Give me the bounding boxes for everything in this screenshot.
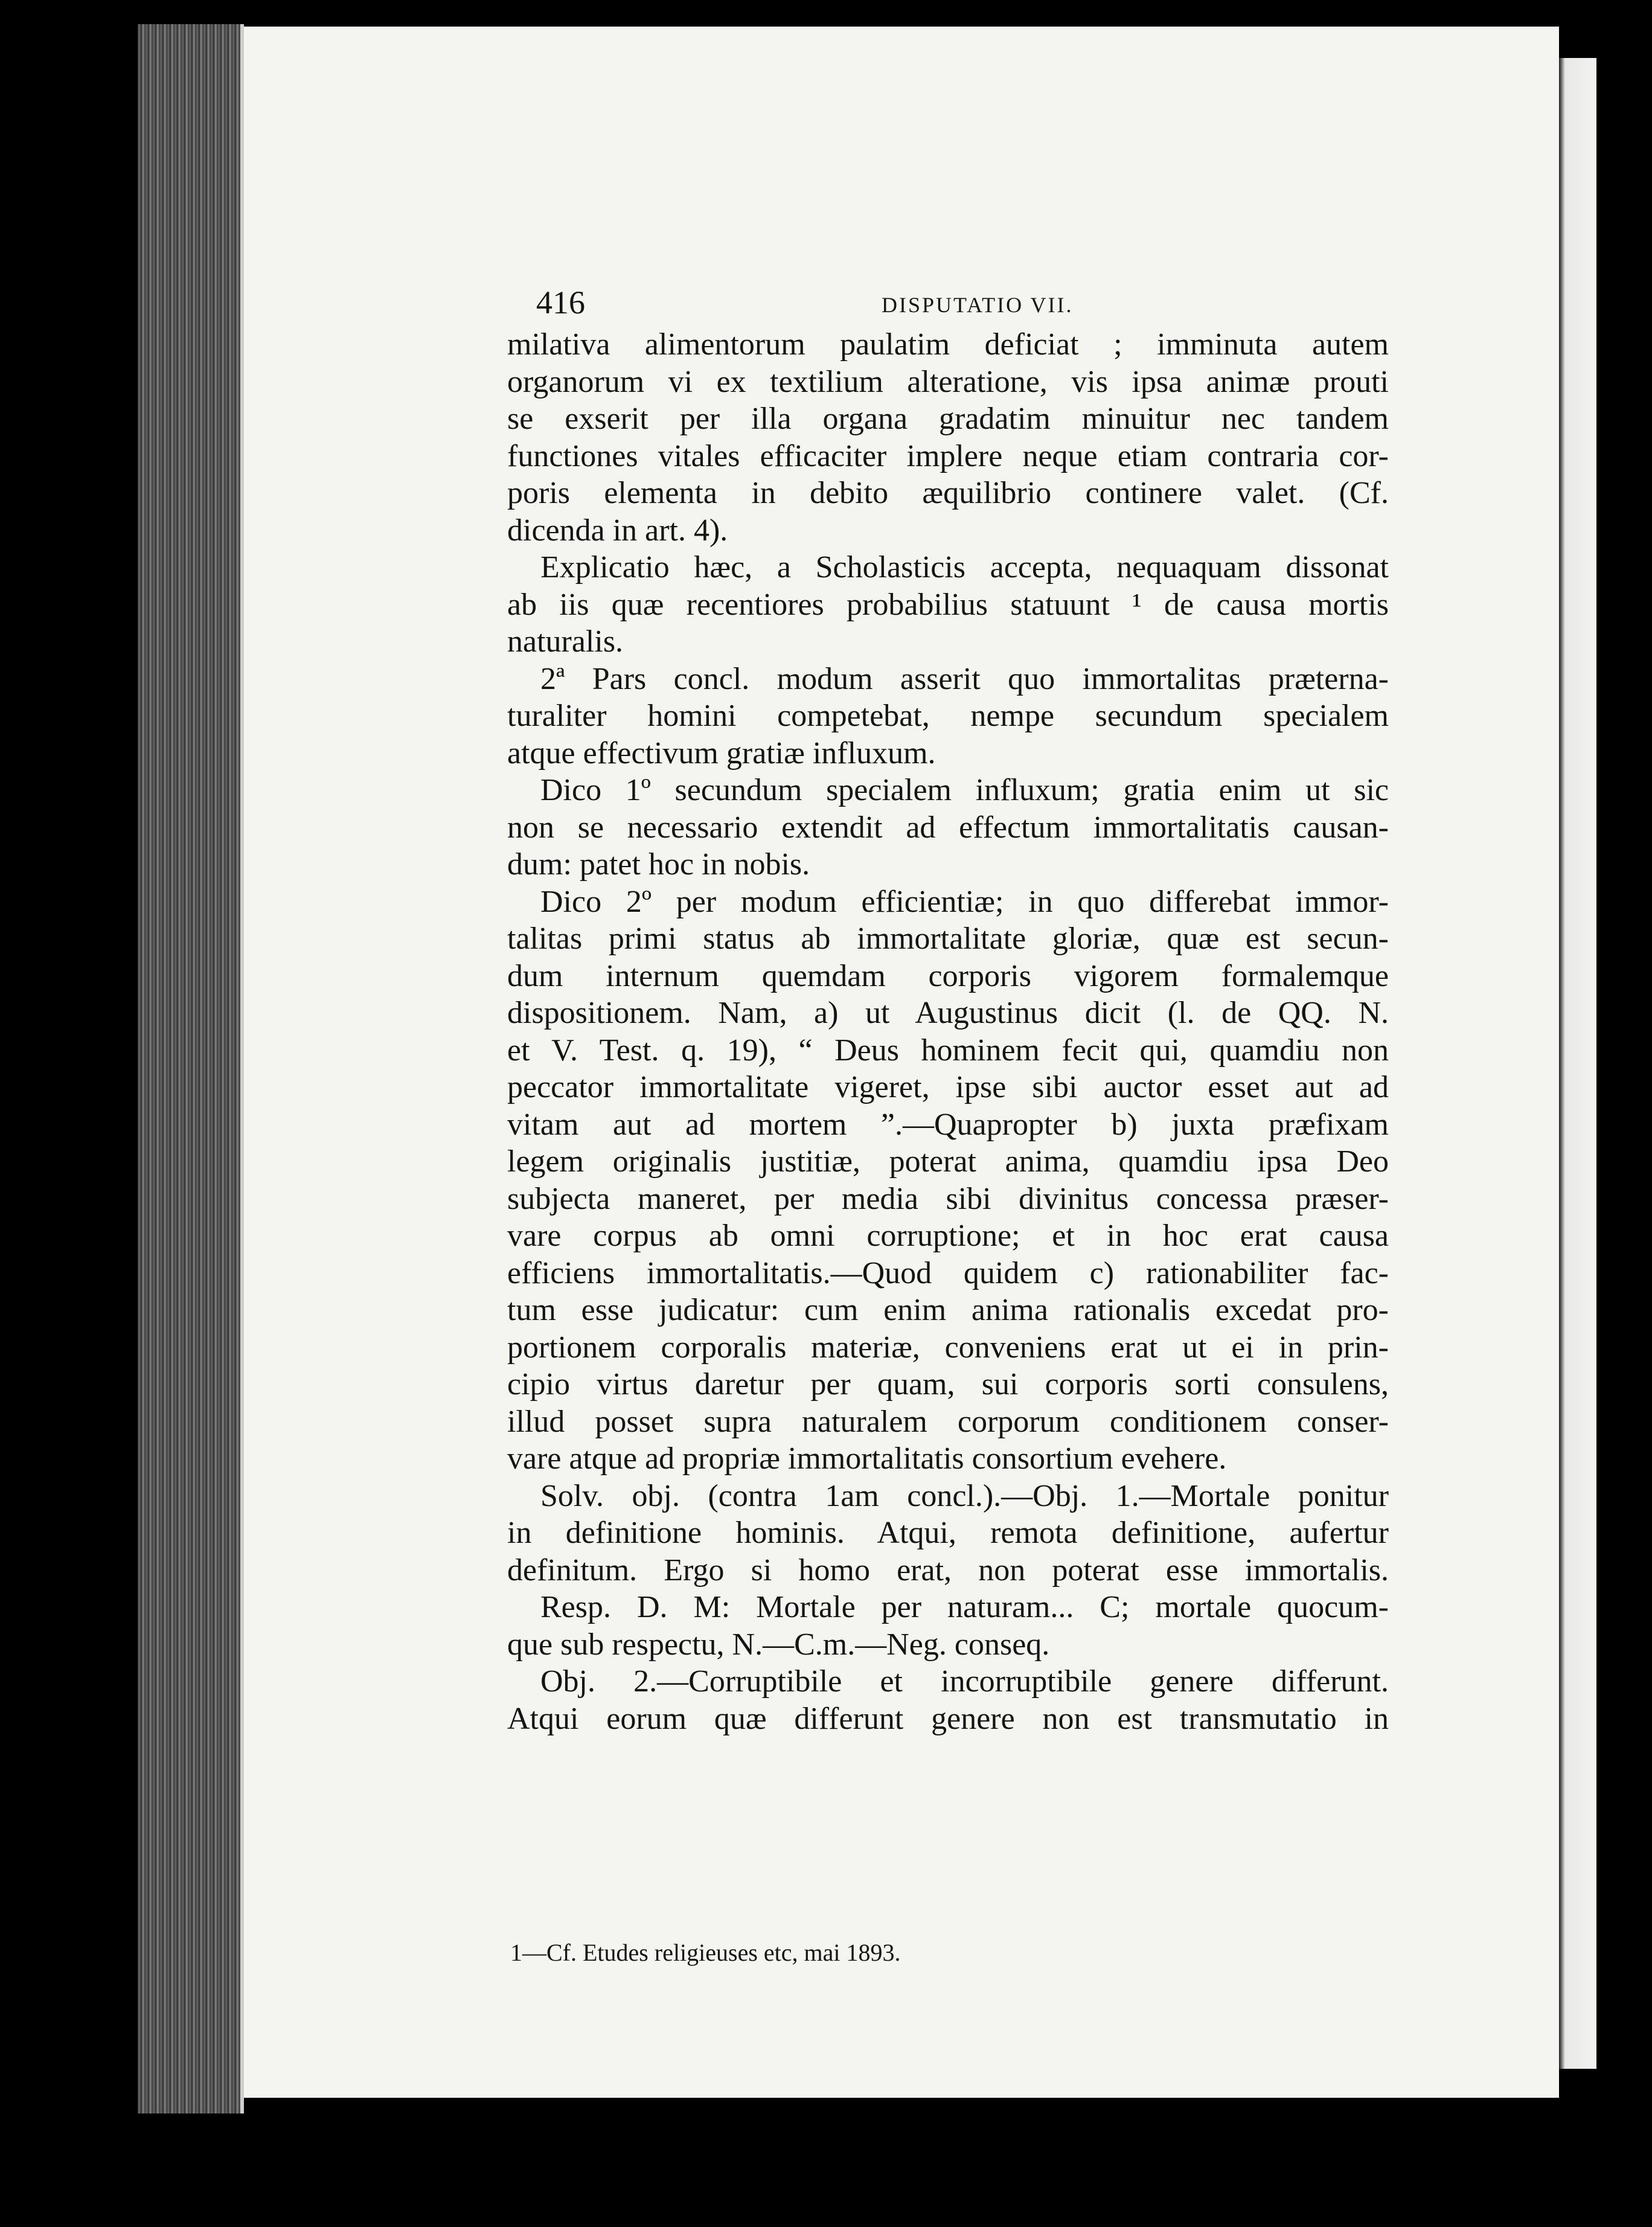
text-line: poris elementa in debito æquilibrio continere valet. (Cf.	[507, 476, 1389, 510]
text-line: subjecta maneret, per media sibi divinitus concessa præser-	[507, 1181, 1389, 1216]
text-line: dum: patet hoc in nobis.	[507, 847, 810, 882]
text-line: dispositionem. Nam, a) ut Augustinus dicit (l. de QQ. N.	[507, 996, 1389, 1030]
text-line: vitam aut ad mortem ”.—Quapropter b) juxta præfixam	[507, 1107, 1389, 1142]
text-line: Explicatio hæc, a Scholasticis accepta, nequaquam dissonat	[540, 550, 1389, 585]
text-line: 2ª Pars concl. modum asserit quo immortalitas præterna-	[540, 661, 1389, 696]
text-line: talitas primi status ab immortalitate gloriæ, quæ est secun-	[507, 921, 1389, 956]
body-text	[507, 326, 1389, 1737]
text-line: cipio virtus daretur per quam, sui corporis sorti consulens,	[507, 1367, 1389, 1402]
text-line: dicenda in art. 4).	[507, 513, 728, 548]
footnote: 1—Cf. Etudes religieuses etc, mai 1893.	[510, 1939, 901, 1966]
text-line: que sub respectu, N.—C.m.—Neg. conseq.	[507, 1627, 1050, 1662]
text-line: in definitione hominis. Atqui, remota definitione, aufertur	[507, 1516, 1389, 1550]
text-line: atque effectivum gratiæ influxum.	[507, 735, 936, 771]
text-line: et V. Test. q. 19), “ Deus hominem fecit qui, quamdiu non	[507, 1033, 1389, 1068]
text-line: ab iis quæ recentiores probabilius statuunt ¹ de causa mortis	[507, 587, 1389, 622]
book-spine-edge	[138, 24, 244, 2113]
text-line: vare corpus ab omni corruptione; et in hoc erat causa	[507, 1219, 1389, 1253]
text-line: Dico 1º secundum specialem influxum; gratia enim ut sic	[540, 773, 1389, 807]
text-line: legem originalis justitiæ, poterat anima, quamdiu ipsa Deo	[507, 1144, 1389, 1179]
text-line: tum esse judicatur: cum enim anima rationalis excedat pro-	[507, 1293, 1389, 1327]
text-line: Obj. 2.—Corruptibile et incorruptibile genere differunt.	[540, 1664, 1389, 1699]
text-line: Atqui eorum quæ differunt genere non est transmutatio in	[507, 1701, 1389, 1736]
page-number: 416	[536, 284, 585, 321]
text-line: efficiens immortalitatis.—Quod quidem c) rationabiliter fac-	[507, 1255, 1389, 1290]
text-line: Resp. D. M: Mortale per naturam... C; mortale quocum-	[540, 1590, 1389, 1624]
text-line: portionem corporalis materiæ, conveniens erat ut ei in prin-	[507, 1330, 1389, 1365]
page-header	[507, 284, 1389, 326]
text-line: turaliter homini competebat, nempe secundum specialem	[507, 699, 1389, 733]
text-line: peccator immortalitate vigeret, ipse sibi auctor esset aut ad	[507, 1070, 1389, 1104]
running-head: DISPUTATIO VII.	[882, 293, 1074, 317]
text-line: dum internum quemdam corporis vigorem formalemque	[507, 958, 1389, 993]
text-line: illud posset supra naturalem corporum conditionem conser-	[507, 1404, 1389, 1439]
text-line: functiones vitales efficaciter implere neque etiam contraria cor-	[507, 438, 1389, 473]
text-line: organorum vi ex textilium alteratione, vis ipsa animæ prouti	[507, 364, 1389, 399]
text-line: non se necessario extendit ad effectum immortalitatis causan-	[507, 810, 1389, 845]
text-line: naturalis.	[507, 624, 624, 659]
text-line: definitum. Ergo si homo erat, non poterat esse immortalis.	[507, 1552, 1389, 1588]
text-line: Solv. obj. (contra 1am concl.).—Obj. 1.—Mortale ponitur	[540, 1478, 1389, 1513]
text-line: Dico 2º per modum efficientiæ; in quo differebat immor-	[540, 884, 1389, 919]
text-line: vare atque ad propriæ immortalitatis consortium evehere.	[507, 1441, 1227, 1476]
facing-page-edge	[1559, 58, 1596, 2069]
text-line: milativa alimentorum paulatim deficiat ; imminuta autem	[507, 327, 1389, 362]
page-content	[507, 284, 1389, 1737]
text-line: se exserit per illa organa gradatim minuitur nec tandem	[507, 402, 1389, 436]
